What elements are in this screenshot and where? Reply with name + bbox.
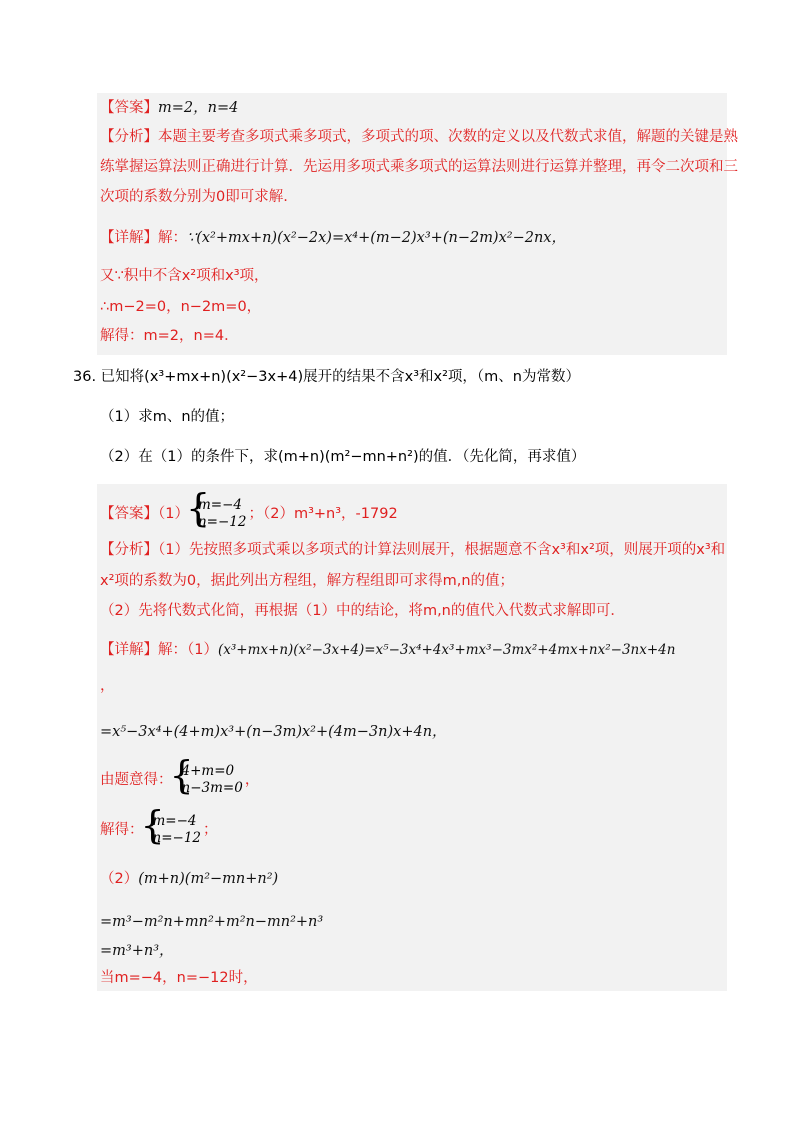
- answer2-eq2: n=−12: [197, 514, 247, 530]
- analysis2-text-1: （1）先按照多项式乘以多项式的计算法则展开，根据题意不含x³和x²项，则展开项的x³和: [158, 542, 726, 558]
- analysis-line-2: 练掌握运算法则正确进行计算．先运用多项式乘多项式的运算法则进行运算并整理，再令二次项和三: [100, 159, 738, 175]
- detail2-comma: ，: [100, 678, 115, 694]
- detail2-line: [100, 640, 675, 660]
- question-part-2: （2）在（1）的条件下，求(m+n)(m²−mn+n²)的值．（先化简，再求值）: [100, 449, 586, 465]
- solved-end: ；: [203, 822, 218, 838]
- condition-line: 又∵积中不含x²项和x³项，: [100, 268, 269, 284]
- analysis2-line-2: x²项的系数为0，据此列出方程组，解方程组即可求得m,n的值；: [100, 573, 515, 589]
- answer-line: [100, 98, 238, 118]
- answer2-sep: ；（2）: [248, 506, 294, 522]
- by-question-system: [173, 763, 243, 797]
- part2-step2: [100, 941, 174, 961]
- expanded-line: [100, 722, 447, 742]
- detail-expr: ∵(x²+mx+n)(x²−2x)=x⁴+(m−2)x³+(n−2m)x²−2nx，: [187, 230, 566, 246]
- by-question-line: [100, 762, 259, 798]
- answer2-eq1: { m=−4: [197, 497, 242, 513]
- detail2-expr: (x³+mx+n)(x²−3x+4)=x⁵−3x⁴+4x³+mx³−3mx²+4mx+nx²−3nx+4n: [217, 642, 676, 658]
- part2-expr: (m+n)(m²−mn+n²): [138, 871, 279, 887]
- analysis-line-1: [100, 127, 738, 147]
- solved-label: 解得：: [100, 822, 144, 838]
- answer2-line: [100, 497, 398, 531]
- by-question-label: 由题意得：: [100, 772, 173, 788]
- analysis2-tag: 【分析】: [100, 542, 158, 558]
- part2-line: [100, 869, 278, 889]
- question-part-1: （1）求m、n的值；: [100, 409, 235, 425]
- detail-line: [100, 228, 566, 248]
- part2-step1: [100, 912, 323, 932]
- answer2-p1: （1）: [158, 506, 189, 522]
- solution-line: 解得：m=2，n=4．: [100, 328, 239, 344]
- solved-system: [144, 813, 202, 847]
- part2-step1-expr: =m³−m²n+mn²+m²n−mn²+n³: [100, 914, 324, 930]
- therefore-line: ∴m−2=0，n−2m=0，: [100, 299, 262, 315]
- answer-text: m=2，n=4: [158, 100, 239, 116]
- analysis-text-1: 本题主要考查多项式乘多项式，多项式的项、次数的定义以及代数式求值，解题的关键是熟: [158, 129, 738, 145]
- by-question-eq2: n−3m=0: [181, 780, 243, 796]
- question-stem: 已知将(x³+mx+n)(x²−3x+4)展开的结果不含x³和x²项，（m、n为常数）: [100, 369, 580, 385]
- detail2-tag: 【详解】: [100, 642, 158, 658]
- part2-when: 当m=−4，n=−12时，: [100, 970, 258, 986]
- detail-intro: 解：: [158, 230, 187, 246]
- solved-eq1: { m=−4: [152, 813, 197, 829]
- by-question-eq1: { 4+m=0: [181, 763, 235, 779]
- analysis-tag: 【分析】: [100, 129, 158, 145]
- analysis2-line-1: [100, 540, 725, 560]
- solved-line: [100, 812, 218, 848]
- question-number: 36.: [73, 369, 97, 385]
- analysis-line-3: 次项的系数分别为0即可求解.: [100, 189, 288, 205]
- part2-step2-expr: =m³+n³，: [100, 943, 174, 959]
- answer2-p2: m³+n³，-1792: [293, 506, 398, 522]
- answer-tag: 【答案】: [100, 100, 158, 116]
- detail2-intro: 解：（1）: [158, 642, 218, 658]
- question-36-stem: [73, 367, 580, 387]
- analysis2-line-3: （2）先将代数式化简，再根据（1）中的结论，将m,n的值代入代数式求解即可．: [100, 603, 625, 619]
- part2-label: （2）: [100, 871, 139, 887]
- by-question-end: ，: [244, 772, 260, 788]
- solved-eq2: n=−12: [152, 830, 201, 846]
- answer2-system: [189, 497, 247, 531]
- answer2-tag: 【答案】: [100, 506, 158, 522]
- expanded-expr: =x⁵−3x⁴+(4+m)x³+(n−3m)x²+(4m−3n)x+4n，: [100, 724, 447, 740]
- detail-tag: 【详解】: [100, 230, 158, 246]
